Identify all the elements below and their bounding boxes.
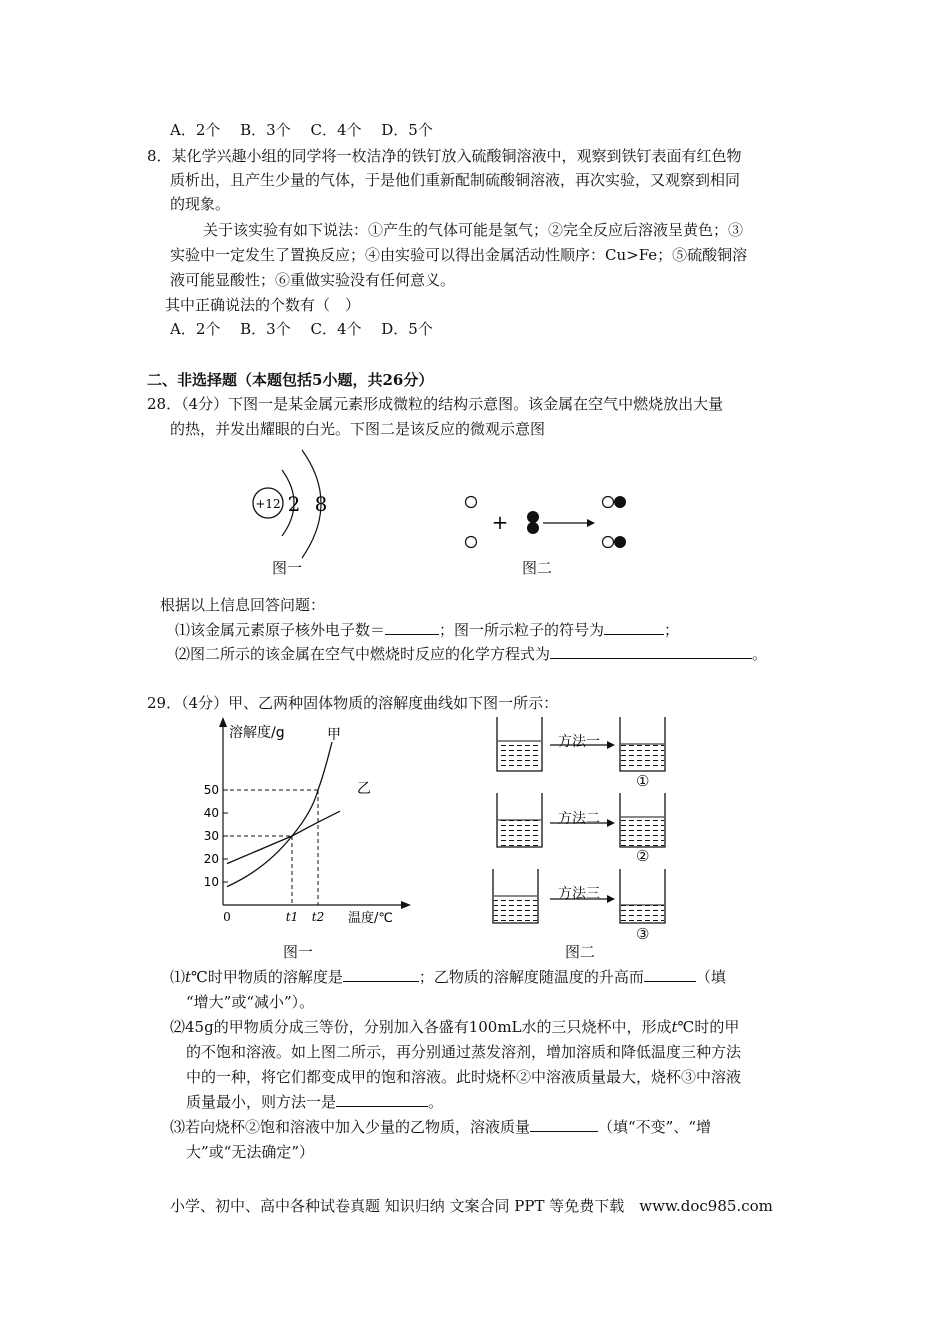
solubility-chart [195,715,415,930]
x-axis-arrow [401,901,411,909]
solution [621,905,664,922]
answer-blank[interactable] [644,967,696,982]
q29-fig1-caption: 图一 [283,943,314,961]
oxygen-atom [527,522,539,534]
q29-sub1-text: ℃时甲物质的溶解度是 [191,968,343,986]
x-tick-label: 0 [223,910,231,924]
beaker-2-number: ② [636,847,650,865]
y-tick-label: 40 [203,806,219,820]
series-jia-line [227,742,332,887]
nucleus-charge: +12 [255,497,281,511]
x-tick-label: t1 [285,910,299,924]
q29-sub3-text-2: （填“不变”、“增 [598,1118,712,1136]
q29-sub2-text: ⑵45g的甲物质分成三等份，分别加入各盛有100mL水的三只烧杯中，形成 [170,1018,672,1036]
q29-sub2-line2: 的不饱和溶液。如上图二所示，再分别通过蒸发溶剂，增加溶质和降低温度三种方法 [186,1043,742,1061]
q8-line3: 的现象。 [170,195,231,213]
section2-title: 二、非选择题（本题包括5小题，共26分） [147,371,434,389]
method-2-label: 方法二 [558,811,600,827]
q29-sub3-line1 [170,1116,711,1137]
q8-options: A．2个 B．3个 C．4个 D．5个 [170,320,433,338]
q29-sub2-text-2: ℃时的甲 [677,1018,740,1036]
y-axis-label: 溶解度/g [229,725,285,741]
series-yi-label: 乙 [357,781,371,797]
q7-options: A．2个 B．3个 C．4个 D．5个 [170,121,433,139]
series-yi-line [227,811,340,863]
oxygen-atom [527,511,539,523]
solution [621,817,664,846]
q28-line1: 28．（4分）下图一是某金属元素形成微粒的结构示意图。该金属在空气中燃烧放出大量 [147,395,724,413]
answer-blank[interactable] [336,1092,428,1107]
q28-sub1-text-b: ；图一所示粒子的符号为 [439,621,605,639]
product-oxygen-atom [614,496,626,508]
q28-prompt: 根据以上信息回答问题： [160,596,326,614]
q8-line4: 关于该实验有如下说法：①产生的气体可能是氢气；②完全反应后溶液呈黄色；③ [203,221,744,239]
shell-2-electrons: 8 [314,492,328,516]
q29-sub2-line3: 中的一种，将它们都变成甲的饱和溶液。此时烧杯②中溶液质量最大，烧杯③中溶液 [186,1068,742,1086]
q8-line6: 液可能显酸性；⑥重做实验没有任何意义。 [170,271,456,289]
beaker-1-number: ① [636,772,650,790]
series-jia-label: 甲 [327,727,341,743]
solution [494,896,537,922]
method-1-label: 方法一 [558,734,600,750]
q28-fig1-caption: 图一 [272,559,303,577]
q28-sub1 [175,619,679,640]
q29-sub2-end: 。 [428,1093,444,1111]
q28-sub1-text-c: ； [664,621,680,639]
answer-blank[interactable] [530,1117,598,1132]
q29-sub2-line1 [170,1016,739,1037]
answer-blank[interactable] [604,620,664,635]
q8-line1: 8．某化学兴趣小组的同学将一枚洁净的铁钉放入硫酸铜溶液中，观察到铁钉表面有红色物 [147,147,742,165]
q29-sub2-text-4: 质量最小，则方法一是 [186,1093,337,1111]
y-tick-label: 20 [203,852,219,866]
x-tick-label: t2 [311,910,325,924]
y-tick-label: 30 [203,829,219,843]
y-tick-label: 10 [203,875,219,889]
q28-sub2 [175,643,767,664]
x-axis-label: 温度/℃ [348,911,393,926]
answer-blank[interactable] [550,644,752,659]
product-metal-atom [603,497,614,508]
q29-sub1-num: ⑴ [170,968,186,986]
y-axis-arrow [219,717,227,727]
product-oxygen-atom [614,536,626,548]
q29-sub1-t: t [185,968,192,986]
answer-blank[interactable] [385,620,439,635]
q29-sub2-t: t [671,1018,678,1036]
beaker-3-number: ③ [636,925,650,943]
arrow-head [587,519,595,527]
q29-sub3-line2: 大”或“无法确定”） [186,1143,315,1161]
q29-fig2-caption: 图二 [565,943,596,961]
metal-atom [466,497,477,508]
q29-sub1 [170,966,726,987]
q8-line5: 实验中一定发生了置换反应；④由实验可以得出金属活动性顺序：Cu>Fe；⑤硫酸铜溶 [170,246,748,264]
solution [498,820,541,846]
y-tick-label: 50 [203,783,219,797]
reaction-micro-diagram [455,485,645,560]
q8-question: 其中正确说法的个数有（ ） [165,296,361,314]
q28-sub2-text-a: ⑵图二所示的该金属在空气中燃烧时反应的化学方程式为 [175,645,551,663]
q29-sub1-line2: “增大”或“减小”）。 [186,993,315,1011]
solution [621,744,664,770]
method-3-label: 方法三 [558,886,600,902]
plus-sign: + [491,510,509,534]
q29-sub1-text-3: （填 [695,968,726,986]
answer-blank[interactable] [343,967,419,982]
q28-sub2-text-b: 。 [752,645,768,663]
q29-sub3-text: ⑶若向烧杯②饱和溶液中加入少量的乙物质，溶液质量 [170,1118,531,1136]
metal-atom [466,537,477,548]
shell-1-electrons: 2 [287,492,301,516]
solution [498,741,541,770]
product-metal-atom [603,537,614,548]
page-footer: 小学、初中、高中各种试卷真题 知识归纳 文案合同 PPT 等免费下载 www.doc985.com [170,1197,773,1215]
q29-sub1-text-2: ；乙物质的溶解度随温度的升高而 [418,968,644,986]
q28-sub1-text-a: ⑴该金属元素原子核外电子数＝ [175,621,386,639]
q29-sub2-line4 [186,1091,443,1112]
q29-line1: 29．（4分）甲、乙两种固体物质的溶解度曲线如下图一所示： [147,694,559,712]
q8-line2: 质析出，且产生少量的气体，于是他们重新配制硫酸铜溶液，再次实验，又观察到相同 [170,171,741,189]
q28-line2: 的热，并发出耀眼的白光。下图二是该反应的微观示意图 [170,420,546,438]
q28-fig2-caption: 图二 [522,559,553,577]
